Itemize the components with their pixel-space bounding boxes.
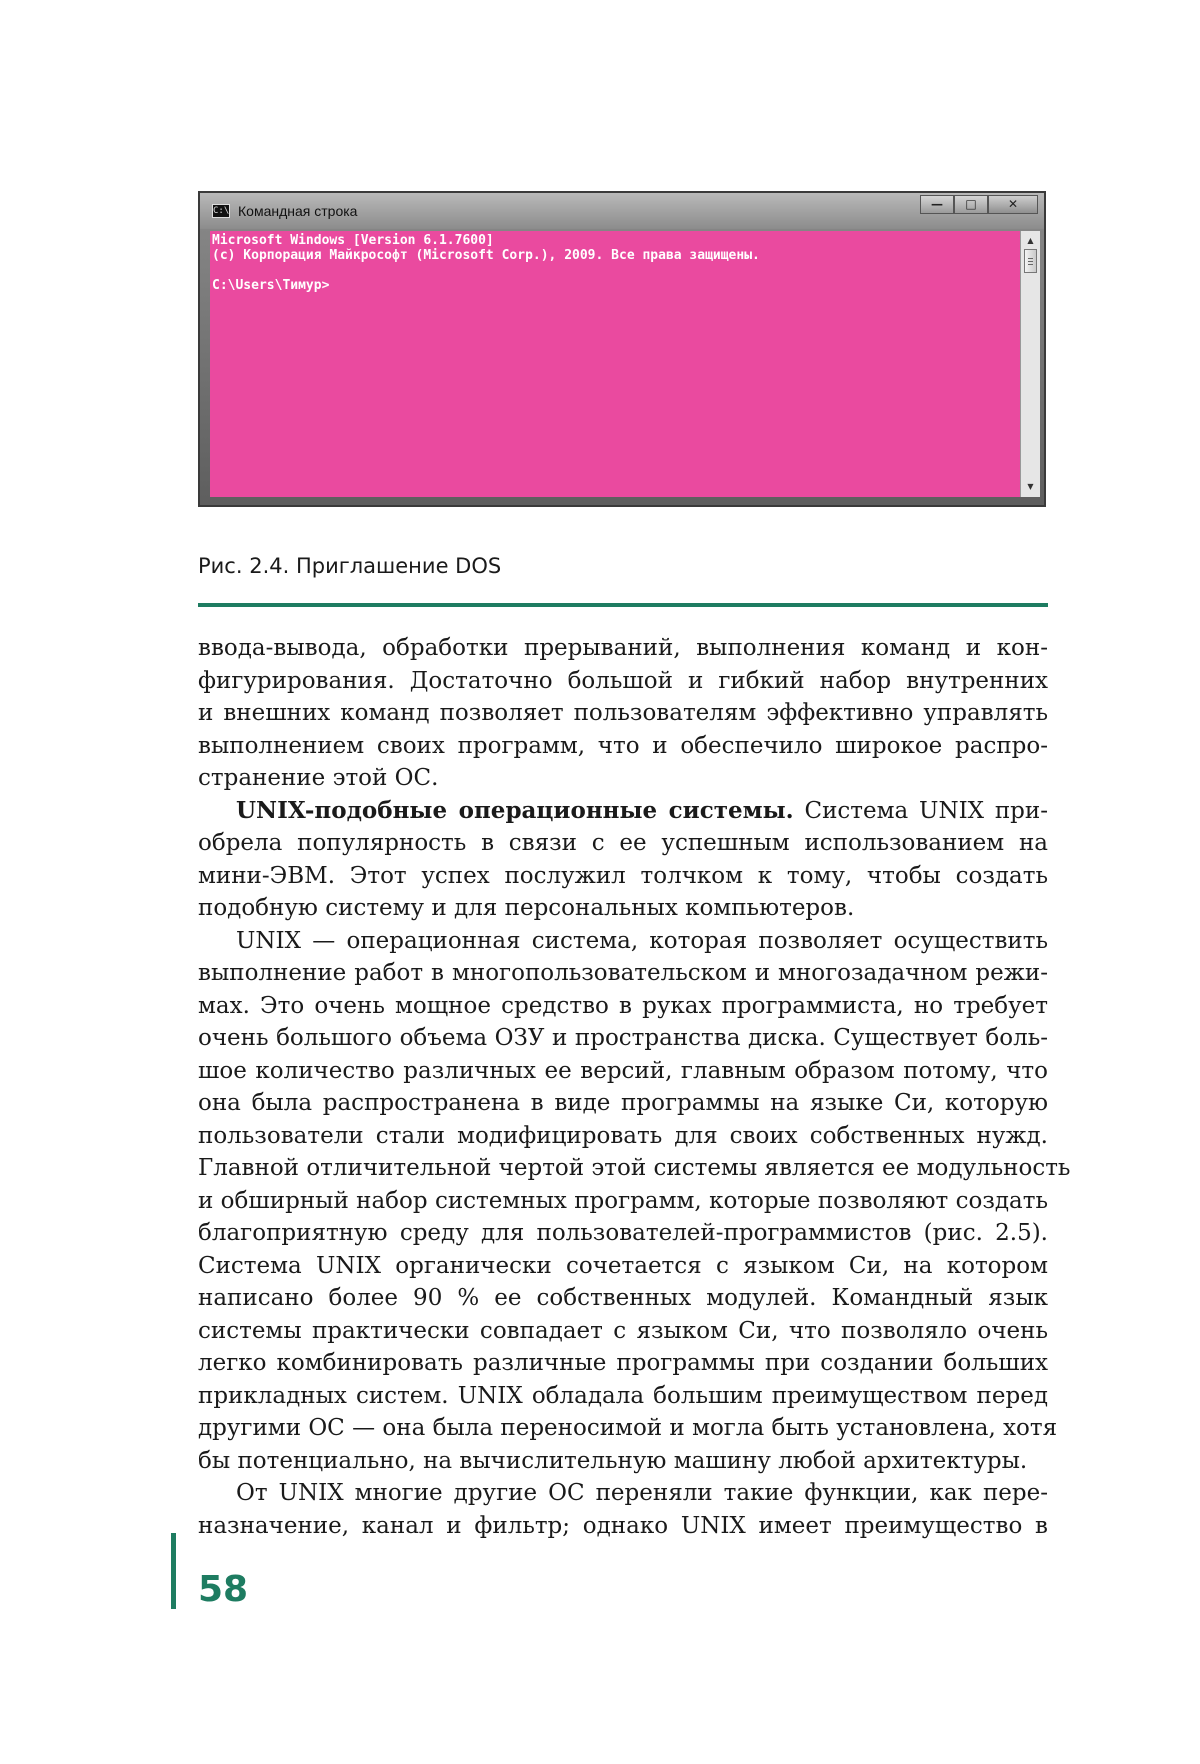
paragraph-2	[198, 795, 1048, 925]
text-line: шое количество различных ее версий, главным образом потому, что	[198, 1057, 1048, 1084]
text-line: пользователи стали модифицировать для своих собственных нужд.	[198, 1122, 1048, 1149]
maximize-button[interactable]: □	[954, 195, 988, 214]
paragraph-4	[198, 1477, 1048, 1542]
text-line: она была распространена в виде программы на языке Си, которую	[198, 1090, 1048, 1116]
text-span: Система UNIX при-	[804, 797, 1048, 824]
minimize-button[interactable]: —	[920, 195, 954, 214]
text-line: подобную систему и для персональных компьютеров.	[198, 895, 855, 921]
text-line: благоприятную среду для пользователей-программистов (рис. 2.5).	[198, 1220, 1048, 1246]
scroll-down-arrow-icon[interactable]: ▼	[1027, 482, 1034, 491]
page-number: 58	[198, 1569, 249, 1610]
paragraph-3	[198, 925, 1071, 1478]
console-output[interactable]	[210, 231, 1020, 497]
text-line: системы практически совпадает с языком Си, что позволяло очень	[198, 1317, 1048, 1344]
scroll-up-arrow-icon[interactable]: ▲	[1027, 236, 1034, 245]
window-titlebar[interactable]	[200, 193, 1044, 229]
text-line: выполнение работ в многопользовательском и многозадачном режи-	[198, 960, 1048, 986]
text-line: ввода-вывода, обработки прерываний, выполнения команд и кон-	[198, 635, 1048, 661]
console-line: Microsoft Windows [Version 6.1.7600]	[212, 233, 494, 248]
text-line: обрела популярность в связи с ее успешным использованием на	[198, 830, 1048, 856]
command-prompt-window	[198, 191, 1046, 507]
text-line: написано более 90 % ее собственных модулей. Командный язык	[198, 1285, 1048, 1311]
text-line: Система UNIX органически сочетается с языком Си, на котором	[198, 1252, 1048, 1279]
section-heading-unix: UNIX-подобные операционные системы.	[236, 796, 794, 824]
text-line: От UNIX многие другие ОС переняли такие функции, как пере-	[236, 1480, 1048, 1506]
console-line: (c) Корпорация Майкрософт (Microsoft Corp.), 2009. Все права защищены.	[212, 248, 760, 263]
section-divider	[198, 603, 1048, 607]
close-button[interactable]: ✕	[988, 195, 1038, 214]
scrollbar-thumb[interactable]	[1024, 249, 1037, 273]
text-line: назначение, канал и фильтр; однако UNIX имеет преимущество в	[198, 1512, 1048, 1539]
cmd-app-icon: C:\	[213, 206, 230, 216]
text-line: и внешних команд позволяет пользователям эффективно управлять	[198, 700, 1048, 726]
text-line: другими ОС — она была переносимой и могла быть установлена, хотя	[198, 1415, 1058, 1441]
paragraph-1	[198, 632, 1048, 795]
text-line: прикладных систем. UNIX обладала большим преимуществом перед	[198, 1382, 1048, 1409]
text-line: очень большого объема ОЗУ и пространства диска. Существует боль-	[198, 1025, 1048, 1051]
page-number-bar	[171, 1533, 176, 1609]
text-line: легко комбинировать различные программы при создании больших	[198, 1350, 1048, 1376]
console-scrollbar[interactable]	[1020, 231, 1040, 497]
text-line: странение этой ОС.	[198, 765, 439, 791]
text-line: мах. Это очень мощное средство в руках программиста, но требует	[198, 992, 1048, 1019]
window-title: Командная строка	[238, 203, 358, 219]
text-line: фигурирования. Достаточно большой и гибкий набор внутренних	[198, 667, 1048, 694]
text-line	[198, 795, 1048, 828]
figure-caption: Рис. 2.4. Приглашение DOS	[198, 554, 502, 578]
text-line: Главной отличительной чертой этой системы является ее модульность	[198, 1155, 1071, 1181]
text-line: мини-ЭВМ. Этот успех послужил толчком к тому, чтобы создать	[198, 862, 1048, 889]
text-line: бы потенциально, на вычислительную машину любой архитектуры.	[198, 1447, 1028, 1474]
text-line: выполнением своих программ, что и обеспечило широкое распро-	[198, 732, 1048, 759]
body-text	[198, 632, 1071, 1542]
window-controls	[920, 195, 1038, 215]
text-line: UNIX — операционная система, которая позволяет осуществить	[236, 927, 1048, 954]
text-line: и обширный набор системных программ, которые позволяют создать	[198, 1187, 1048, 1214]
console-prompt: C:\Users\Тимур>	[212, 278, 330, 293]
